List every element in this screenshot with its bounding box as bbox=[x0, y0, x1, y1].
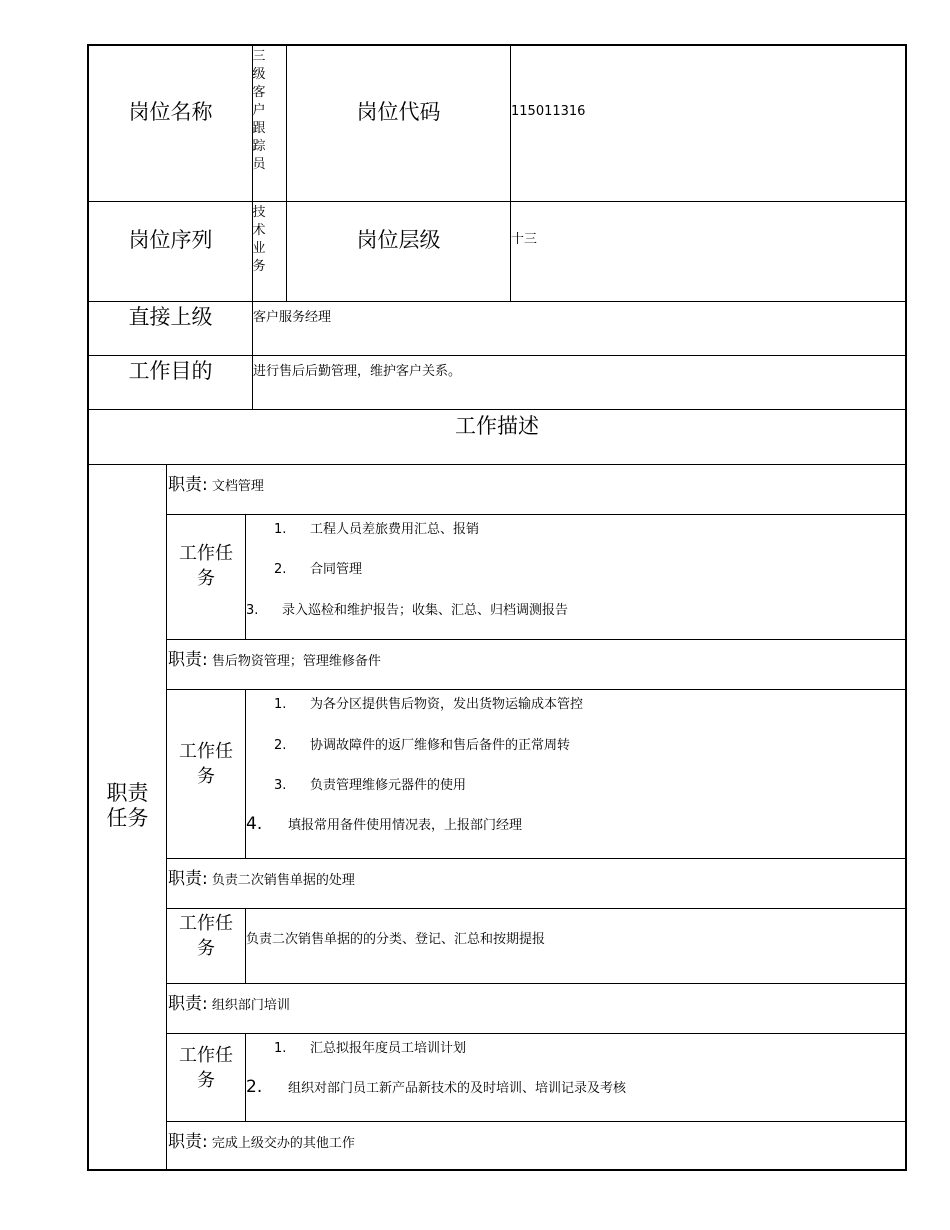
task-item: 负责二次销售单据的的分类、登记、汇总和按期提报 bbox=[246, 932, 546, 947]
duty-row: 职责: 组织部门培训 bbox=[168, 994, 290, 1014]
duty-prefix: 职责: bbox=[168, 475, 208, 495]
duty-title: 售后物资管理；管理维修备件 bbox=[211, 654, 381, 669]
position-sequence-label: 岗位序列 bbox=[128, 228, 213, 253]
duty-row: 职责: 售后物资管理；管理维修备件 bbox=[168, 650, 381, 670]
task-item: 2. 组织对部门员工新产品新技术的及时培训、培训记录及考核 bbox=[246, 1077, 627, 1097]
position-level-value: 十三 bbox=[511, 232, 538, 247]
supervisor-label: 直接上级 bbox=[128, 305, 213, 330]
task-item: 4. 填报常用备件使用情况表，上报部门经理 bbox=[246, 814, 523, 834]
task-item: 2. 协调故障件的返厂维修和售后备件的正常周转 bbox=[274, 738, 571, 753]
task-label: 工作任务 bbox=[179, 741, 233, 787]
duties-label: 职责任务 bbox=[106, 780, 149, 830]
task-item: 1. 工程人员差旅费用汇总、报销 bbox=[274, 522, 480, 537]
task-item: 3. 负责管理维修元器件的使用 bbox=[274, 778, 467, 793]
position-level-label: 岗位层级 bbox=[356, 228, 441, 253]
duty-row: 职责: 负责二次销售单据的处理 bbox=[168, 869, 355, 889]
duty-title: 组织部门培训 bbox=[211, 998, 290, 1013]
task-label: 工作任务 bbox=[179, 543, 233, 589]
task-label: 工作任务 bbox=[179, 913, 233, 959]
supervisor-value: 客户服务经理 bbox=[253, 310, 332, 325]
description-title: 工作描述 bbox=[455, 414, 539, 439]
duty-row bbox=[168, 470, 264, 495]
task-item: 1. 汇总拟报年度员工培训计划 bbox=[274, 1041, 467, 1056]
task-label: 工作任务 bbox=[179, 1045, 233, 1091]
position-name-label: 岗位名称 bbox=[128, 100, 213, 125]
position-code-label: 岗位代码 bbox=[356, 100, 441, 125]
position-sequence-value: 技术业务 bbox=[252, 205, 266, 274]
duty-title: 文档管理 bbox=[211, 479, 264, 494]
duty-title: 负责二次销售单据的处理 bbox=[211, 873, 355, 888]
task-item: 3. 录入巡检和维护报告；收集、汇总、归档调测报告 bbox=[246, 603, 569, 618]
purpose-value: 进行售后后勤管理，维护客户关系。 bbox=[253, 364, 462, 379]
duty-title: 完成上级交办的其他工作 bbox=[211, 1136, 355, 1151]
position-code-value: 115011316 bbox=[511, 104, 586, 119]
duty-row: 职责: 完成上级交办的其他工作 bbox=[168, 1132, 355, 1152]
task-item: 2. 合同管理 bbox=[274, 562, 363, 577]
position-name-value: 三级客户跟踪员 bbox=[252, 49, 266, 172]
task-item: 1. 为各分区提供售后物资，发出货物运输成本管控 bbox=[274, 697, 584, 712]
purpose-label: 工作目的 bbox=[128, 359, 213, 384]
